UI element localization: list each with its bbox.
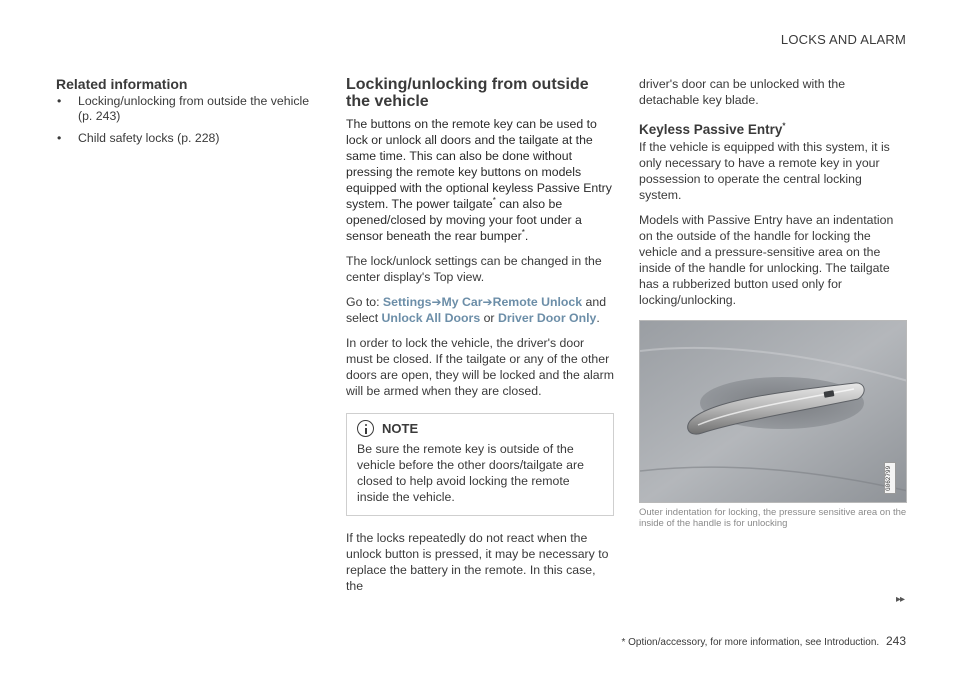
intro-text-cont: can also be opened/closed by moving your foot under a sensor beneath the rear bumper <box>346 197 582 243</box>
option-unlock-all-doors: Unlock All Doors <box>381 311 481 325</box>
image-code-label: G062799 <box>884 462 896 494</box>
door-handle-image <box>639 320 907 503</box>
related-link[interactable]: Locking/unlocking from outside the vehicle (p. 243) <box>78 94 310 123</box>
related-info-column <box>56 76 316 153</box>
door-handle-illustration <box>640 321 907 503</box>
info-icon <box>357 420 374 437</box>
goto-prefix: Go to: <box>346 295 383 309</box>
intro-text: The buttons on the remote key can be used to lock or unlock all doors and the tailgate at the same time. This can also be done without pressing the remote key buttons on models equipped with the optional keyless Passive Entry system. The power tailgate <box>346 117 612 211</box>
menu-remote-unlock: Remote Unlock <box>492 295 583 309</box>
keyless-heading-text: Keyless Passive Entry <box>639 122 783 137</box>
page-number: 243 <box>885 634 906 648</box>
footnote-text: * Option/accessory, for more information, see Introduction. <box>621 637 880 648</box>
intro-text-end: . <box>524 229 529 243</box>
note-box <box>346 413 614 516</box>
related-info-list <box>56 94 316 146</box>
settings-paragraph: The lock/unlock settings can be changed in the center display's Top view. <box>346 254 602 284</box>
lock-paragraph: In order to lock the vehicle, the driver's door must be closed. If the tailgate or any of the other doors are open, they will be locked and the alarm will be armed when they are closed. <box>346 336 614 398</box>
models-paragraph: Models with Passive Entry have an indentation on the outside of the handle for locking the vehicle and a pressure-sensitive area on the inside of the handle for unlocking. The tailgate has a rubberized button used only for locking/unlocking. <box>639 213 894 307</box>
period: . <box>596 311 600 325</box>
menu-settings: Settings <box>382 295 432 309</box>
footer <box>621 634 906 648</box>
main-article-column <box>346 76 614 603</box>
keyless-paragraph: If the vehicle is equipped with this system, it is only necessary to have a remote key in your possession to operate the central locking system. <box>639 140 890 202</box>
right-column <box>639 76 907 529</box>
option-asterisk: * <box>782 121 786 131</box>
section-heading: Locking/unlocking from outside the vehicle <box>346 76 589 110</box>
intro-paragraph <box>346 116 614 244</box>
arrow-right-icon: ➔ <box>482 295 493 309</box>
related-link[interactable]: Child safety locks (p. 228) <box>78 131 220 145</box>
next-page-icon[interactable]: ▸▸ <box>895 594 904 605</box>
note-title: NOTE <box>382 421 419 436</box>
goto-paragraph <box>346 294 614 326</box>
note-header <box>357 420 603 437</box>
bullet-icon: • <box>57 131 62 145</box>
note-text: Be sure the remote key is outside of the vehicle before the other doors/tailgate are closed to help avoid locking the remote inside the vehicle. <box>357 442 584 504</box>
option-asterisk: * <box>492 195 496 205</box>
keyless-heading <box>639 122 907 137</box>
related-info-heading: Related information <box>56 76 188 92</box>
menu-my-car: My Car <box>441 295 483 309</box>
option-asterisk: * <box>521 227 525 237</box>
bullet-icon: • <box>57 94 62 108</box>
or-text: or <box>480 311 498 325</box>
arrow-right-icon: ➔ <box>431 295 442 309</box>
battery-paragraph: If the locks repeatedly do not react when the unlock button is pressed, it may be necessary to replace the battery in the remote. In this case, the <box>346 531 609 593</box>
and-select-text: and select <box>346 295 607 325</box>
option-driver-door-only: Driver Door Only <box>497 311 597 325</box>
list-item[interactable] <box>56 94 316 124</box>
running-header: LOCKS AND ALARM <box>780 32 906 47</box>
image-caption: Outer indentation for locking, the pressure sensitive area on the inside of the handle is for unlocking <box>639 507 907 529</box>
list-item[interactable] <box>56 131 316 146</box>
continued-paragraph: driver's door can be unlocked with the detachable key blade. <box>639 77 846 107</box>
